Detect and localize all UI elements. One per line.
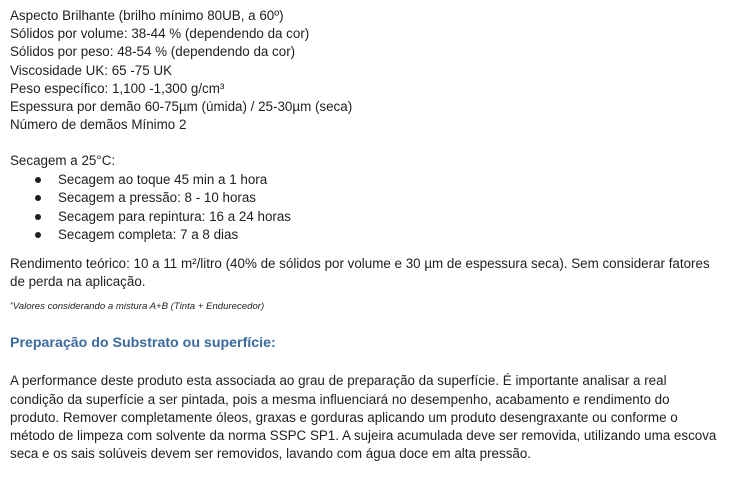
paragraph-line: método de limpeza com solvente da norma SSPC SP1. A sujeira acumulada deve ser removida, utilizando uma escova: [10, 427, 717, 443]
spec-line-specific-weight: Peso específico: 1,100 -1,300 g/cm³: [10, 80, 225, 96]
drying-item: [10, 208, 725, 227]
spec-line-solids-weight: Sólidos por peso: 48-54 % (dependendo da cor): [10, 44, 296, 60]
drying-list: [10, 171, 725, 245]
spec-line-thickness: Espessura por demão 60-75µm (úmida) / 25-30µm (seca): [10, 99, 353, 115]
spacer: [10, 134, 725, 152]
spec-line-viscosity: Viscosidade UK: 65 -75 UK: [10, 62, 173, 78]
spacer: [10, 245, 725, 255]
spec-line-solids-volume: Sólidos por volume: 38-44 % (dependendo da cor): [10, 26, 310, 42]
bullet-icon: [35, 232, 41, 238]
spec-line-aspect: Aspecto Brilhante (brilho mínimo 80UB, a 60º): [10, 8, 284, 23]
bullet-icon: [35, 214, 41, 220]
spec-line-coats: Número de demãos Mínimo 2: [10, 117, 187, 133]
drying-block: [10, 152, 725, 245]
specs-block: [10, 7, 725, 134]
drying-item: [10, 189, 725, 208]
footnote-text: Valores considerando a mistura A+B (Tinta + Endurecedor): [12, 301, 265, 313]
document-page: [10, 7, 725, 463]
drying-item: [10, 226, 725, 245]
section-paragraph: [10, 372, 725, 462]
drying-title: Secagem a 25°C:: [10, 153, 116, 169]
paragraph-line: condição da superfície a ser pintada, pois a mesma influenciará no desempenho, acabamento e rendimento do: [10, 391, 670, 407]
drying-item-text: Secagem completa: 7 a 8 dias: [58, 227, 239, 243]
paragraph-line: seca e os sais solúveis devem ser removidos, lavando com água doce em alta pressão.: [10, 445, 532, 461]
bullet-icon: [35, 195, 41, 201]
drying-item-text: Secagem a pressão: 8 - 10 horas: [58, 190, 256, 206]
yield-paragraph: Rendimento teórico: 10 a 11 m²/litro (40% de sólidos por volume e 30 µm de espessura seca). Sem considerar fatores de perda na aplicação.: [10, 256, 710, 290]
bullet-icon: [35, 177, 41, 183]
drying-item-text: Secagem ao toque 45 min a 1 hora: [58, 171, 268, 187]
footnote-mark: *: [10, 302, 13, 310]
paragraph-line: A performance deste produto esta associada ao grau de preparação da superfície. É importante analisar a real: [10, 373, 667, 389]
section-heading: Preparação do Substrato ou superfície:: [10, 335, 276, 352]
drying-item-text: Secagem para repintura: 16 a 24 horas: [58, 208, 291, 224]
paragraph-line: produto. Remover completamente óleos, graxas e gorduras aplicando um produto desengraxante ou conforme o: [10, 409, 678, 425]
drying-item: [10, 171, 725, 190]
footnote: [10, 299, 725, 313]
